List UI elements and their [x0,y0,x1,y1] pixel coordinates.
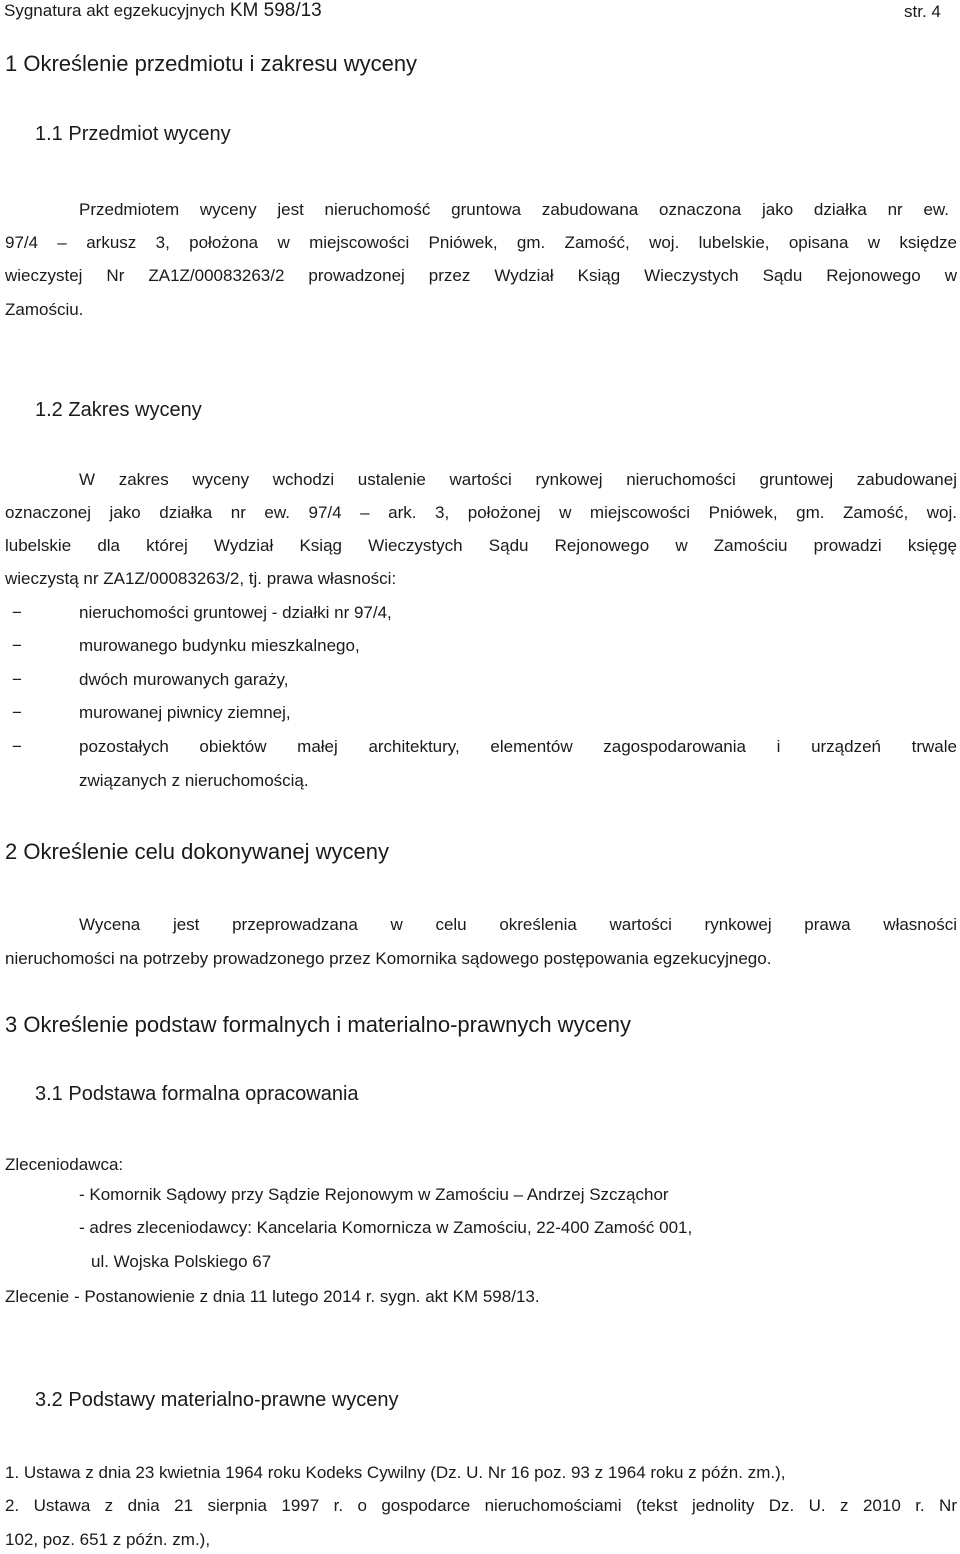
page-header-signature [4,0,322,22]
section-1-1-line: Przedmiotem wyceny jest nieruchomość gruntowa zabudowana oznaczona jako działka nr ew. [79,200,949,219]
section-3-2-title: 3.2 Podstawy materialno-prawne wyceny [35,1389,399,1411]
order-line: Zlecenie - Postanowienie z dnia 11 lutego 2014 r. sygn. akt KM 598/13. [5,1287,540,1306]
legal-basis-item: 2. Ustawa z dnia 21 sierpnia 1997 r. o gospodarce nieruchomościami (tekst jednolity Dz. U. z 2010 r. Nr [5,1496,957,1515]
list-bullet: − [12,737,22,756]
section-1-1-line: 97/4 – arkusz 3, położona w miejscowości Pniówek, gm. Zamość, woj. lubelskie, opisana w księdze [5,233,957,252]
list-bullet: − [12,703,22,722]
section-1-1-line: wieczystej Nr ZA1Z/00083263/2 prowadzonej przez Wydział Ksiąg Wieczystych Sądu Rejonowego w [5,266,957,285]
client-line: - Komornik Sądowy przy Sądzie Rejonowym w Zamościu – Andrzej Szcząchor [79,1185,669,1204]
list-item: murowanej piwnicy ziemnej, [79,703,291,722]
page-number: str. 4 [904,2,941,21]
client-address-line: ul. Wojska Polskiego 67 [91,1252,272,1271]
list-item: dwóch murowanych garaży, [79,670,289,689]
list-item-continuation: związanych z nieruchomością. [79,771,309,790]
list-bullet: − [12,636,22,655]
section-1-1-title: 1.1 Przedmiot wyceny [35,123,231,145]
section-1-2-title: 1.2 Zakres wyceny [35,399,202,421]
list-bullet: − [12,670,22,689]
section-1-2-line: lubelskie dla której Wydział Ksiąg Wieczystych Sądu Rejonowego w Zamościu prowadzi księgę [5,536,957,555]
list-bullet: − [12,603,22,622]
section-2-title: 2 Określenie celu dokonywanej wyceny [5,839,389,864]
section-1-title: 1 Określenie przedmiotu i zakresu wyceny [5,51,418,76]
section-1-2-line: oznaczonej jako działka nr ew. 97/4 – ark. 3, położonej w miejscowości Pniówek, gm. Zamość, woj. [5,503,957,522]
section-1-1-line: Zamościu. [5,300,84,319]
legal-basis-item-continuation: 102, poz. 651 z późn. zm.), [5,1530,211,1549]
section-3-title: 3 Określenie podstaw formalnych i materialno-prawnych wyceny [5,1012,632,1037]
signature-value: KM 598/13 [229,0,322,21]
client-label: Zleceniodawca: [5,1155,124,1174]
signature-label: Sygnatura akt egzekucyjnych [4,1,230,20]
section-1-2-line: W zakres wyceny wchodzi ustalenie wartości rynkowej nieruchomości gruntowej zabudowanej [79,470,957,489]
list-item: nieruchomości gruntowej - działki nr 97/4, [79,603,392,622]
section-2-line: Wycena jest przeprowadzana w celu określenia wartości rynkowej prawa własności [79,915,957,934]
legal-basis-item: 1. Ustawa z dnia 23 kwietnia 1964 roku Kodeks Cywilny (Dz. U. Nr 16 poz. 93 z 1964 roku z późn. zm.), [5,1463,786,1482]
section-2-line: nieruchomości na potrzeby prowadzonego przez Komornika sądowego postępowania egzekucyjnego. [5,949,772,968]
section-1-2-line: wieczystą nr ZA1Z/00083263/2, tj. prawa własności: [5,569,397,588]
list-item: murowanego budynku mieszkalnego, [79,636,360,655]
list-item: pozostałych obiektów małej architektury, elementów zagospodarowania i urządzeń trwale [79,737,957,756]
section-3-1-title: 3.1 Podstawa formalna opracowania [35,1083,359,1105]
client-address-line: - adres zleceniodawcy: Kancelaria Komornicza w Zamościu, 22-400 Zamość 001, [79,1218,693,1237]
